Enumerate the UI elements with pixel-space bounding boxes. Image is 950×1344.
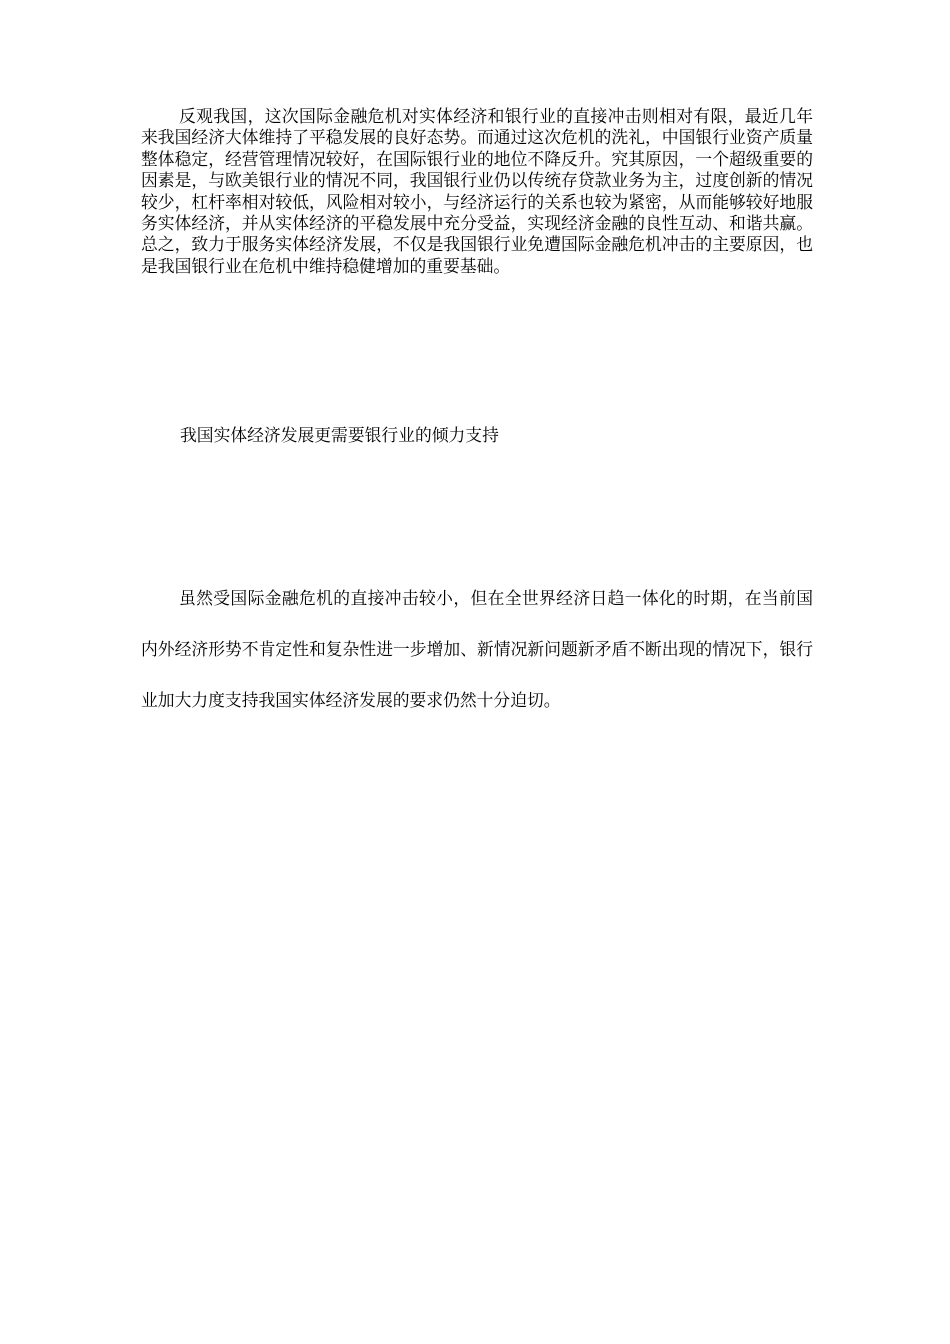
section-heading: 我国实体经济发展更需要银行业的倾力支持 <box>180 425 499 445</box>
paragraph-1: 反观我国，这次国际金融危机对实体经济和银行业的直接冲击则相对有限，最近几年来我国经济大体维持了平稳发展的良好态势。而通过这次危机的洗礼，中国银行业资产质量整体稳定，经营管理情况较好，在国际银行业的地位不降反升。究其原因，一个超级重要的因素是，与欧美银行业的情况不同，我国银行业仍以传统存贷款业务为主，过度创新的情况较少，杠杆率相对较低，风险相对较小，与经济运行的关系也较为紧密，从而能够较好地服务实体经济，并从实体经济的平稳发展中充分受益，实现经济金融的良性互动、和谐共赢。总之，致力于服务实体经济发展，不仅是我国银行业免遭国际金融危机冲击的主要原因，也是我国银行业在危机中维持稳健增加的重要基础。 <box>141 106 813 276</box>
paragraph-2: 虽然受国际金融危机的直接冲击较小，但在全世界经济日趋一体化的时期，在当前国内外经济形势不肯定性和复杂性进一步增加、新情况新问题新矛盾不断出现的情况下，银行业加大力度支持我国实体经济发展的要求仍然十分迫切。 <box>141 588 813 710</box>
